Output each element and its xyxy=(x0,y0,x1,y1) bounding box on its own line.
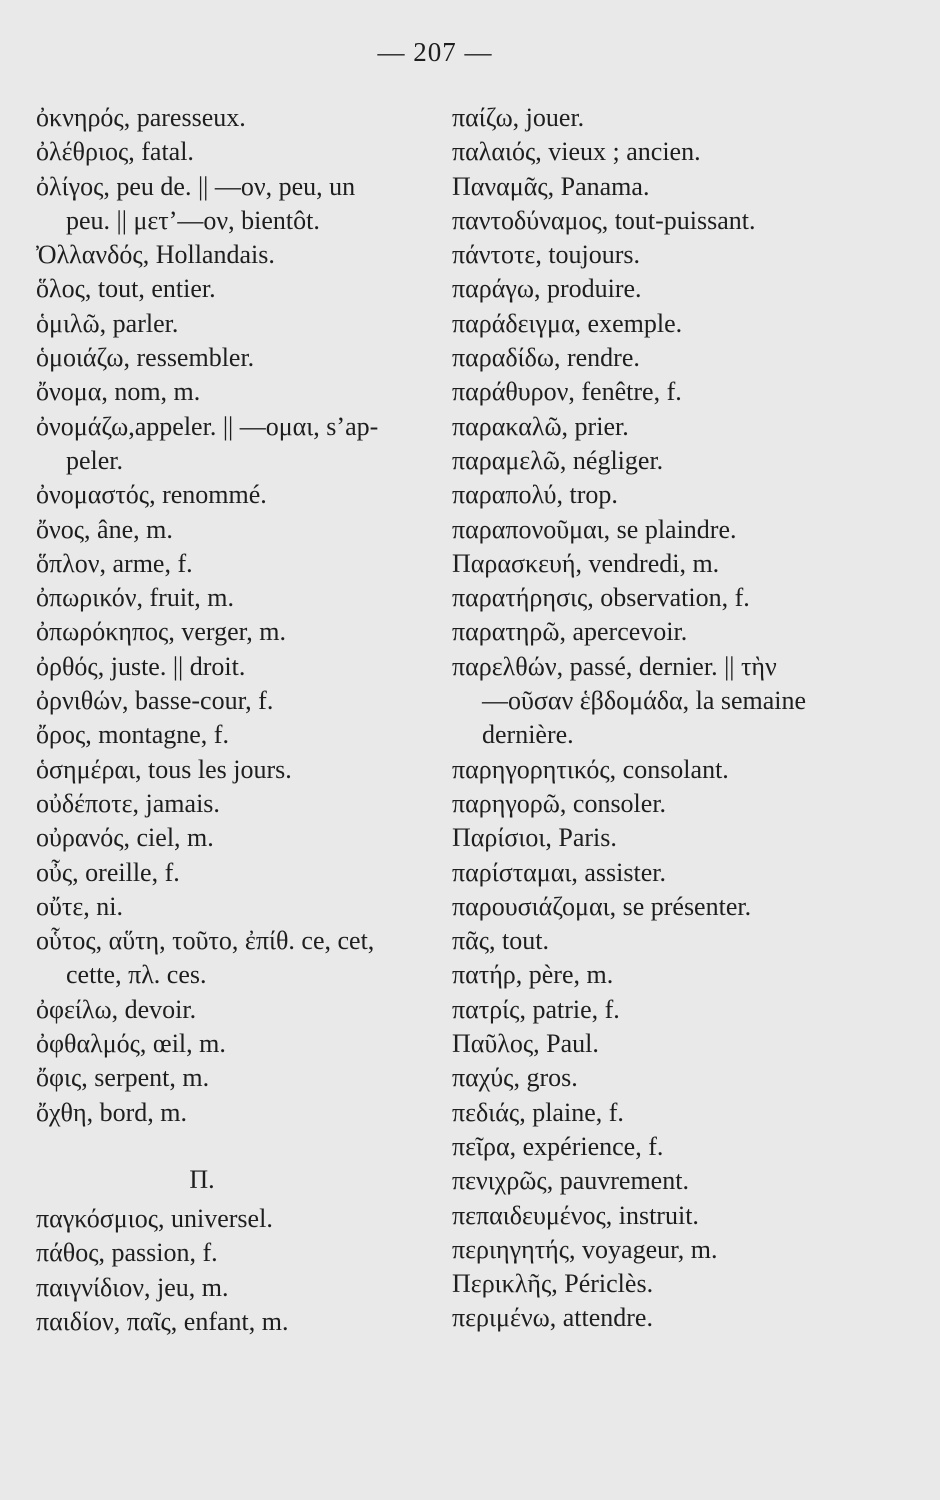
dictionary-entry: Παρίσιοι, Paris. xyxy=(452,823,617,853)
dictionary-entry: ὄνος, âne, m. xyxy=(36,514,173,544)
dictionary-entry: Περικλῆς, Périclès. xyxy=(452,1269,654,1299)
entry-continuation-line: dernière. xyxy=(482,720,574,750)
dictionary-entry: Παναμᾶς, Panama. xyxy=(452,171,650,201)
dictionary-entry: οὐρανός, ciel, m. xyxy=(36,823,214,853)
right-column xyxy=(452,101,852,1336)
dictionary-entry: πατήρ, père, m. xyxy=(452,960,614,990)
dictionary-entry: παχύς, gros. xyxy=(452,1063,578,1093)
left-entries-after-heading xyxy=(36,1202,428,1339)
dictionary-entry: ὅλος, tout, entier. xyxy=(36,274,216,304)
dictionary-entry: παρηγορητικός, consolant. xyxy=(452,754,729,784)
dictionary-entry: παρουσιάζομαι, se présenter. xyxy=(452,891,752,921)
dictionary-entry: παρατήρησις, observation, f. xyxy=(452,583,750,613)
dictionary-entry: παιγνίδιον, jeu, m. xyxy=(36,1272,229,1302)
dictionary-entry: περιηγητής, voyageur, m. xyxy=(452,1234,718,1264)
dictionary-entry: οὐδέποτε, jamais. xyxy=(36,788,220,818)
dictionary-entry: οὖς, oreille, f. xyxy=(36,857,180,887)
dictionary-entry: ὀνομάζω,appeler. || —ομαι, s’ap- xyxy=(36,411,379,441)
dictionary-entry: ὁμιλῶ, parler. xyxy=(36,308,179,338)
dictionary-entry: Ὀλλανδός, Hollandais. xyxy=(36,240,275,270)
left-column xyxy=(36,101,428,1339)
dictionary-entry: παρίσταμαι, assister. xyxy=(452,857,666,887)
dictionary-entry: πεῖρα, expérience, f. xyxy=(452,1131,664,1161)
dictionary-entry: παράδειγμα, exemple. xyxy=(452,308,683,338)
entry-continuation-line: peu. || μετ’—ον, bientôt. xyxy=(66,205,320,235)
dictionary-entry: πεδιάς, plaine, f. xyxy=(452,1097,624,1127)
dictionary-entry: παντοδύναμος, tout-puissant. xyxy=(452,205,756,235)
dictionary-entry: παραπολύ, trop. xyxy=(452,480,618,510)
dictionary-entry: παλαιός, vieux ; ancien. xyxy=(452,137,701,167)
dictionary-entry: ὀρνιθών, basse-cour, f. xyxy=(36,686,274,716)
dictionary-entry: παρηγορῶ, consoler. xyxy=(452,788,667,818)
dictionary-entry: παραμελῶ, négliger. xyxy=(452,445,664,475)
dictionary-entry: ὁμοιάζω, ressembler. xyxy=(36,343,255,373)
left-entries xyxy=(36,101,428,1130)
dictionary-entry: ὄρος, montagne, f. xyxy=(36,720,229,750)
dictionary-entry: παίζω, jouer. xyxy=(452,103,585,132)
page-number: — 207 — xyxy=(377,37,493,67)
dictionary-entry: πατρίς, patrie, f. xyxy=(452,994,620,1024)
dictionary-entry: παρελθών, passé, dernier. || τὴν xyxy=(452,651,777,681)
dictionary-entry: οὗτος, αὕτη, τοῦτο, ἐπίθ. ce, cet, xyxy=(36,926,375,956)
dictionary-entry: παιδίον, παῖς, enfant, m. xyxy=(36,1306,289,1336)
dictionary-entry: ὀφθαλμός, œil, m. xyxy=(36,1029,226,1059)
dictionary-entry: παρατηρῶ, apercevoir. xyxy=(452,617,688,647)
dictionary-entry: ὄχθη, bord, m. xyxy=(36,1097,187,1127)
dictionary-entry: παρακαλῶ, prier. xyxy=(452,411,629,441)
dictionary-entry: παγκόσμιος, universel. xyxy=(36,1203,273,1233)
dictionary-entry: ὀκνηρός, paresseux. xyxy=(36,103,246,132)
dictionary-entry: ὀλίγος, peu de. || —ον, peu, un xyxy=(36,171,356,201)
dictionary-entry: πάθος, passion, f. xyxy=(36,1238,218,1268)
dictionary-entry: Παῦλος, Paul. xyxy=(452,1029,599,1059)
dictionary-entry: ὀφείλω, devoir. xyxy=(36,994,197,1024)
dictionary-entry: πενιχρῶς, pauvrement. xyxy=(452,1166,689,1196)
dictionary-entry: ὄφις, serpent, m. xyxy=(36,1063,210,1093)
dictionary-entry: οὔτε, ni. xyxy=(36,891,123,921)
dictionary-entry: παράγω, produire. xyxy=(452,274,642,304)
dictionary-entry: ὁσημέραι, tous les jours. xyxy=(36,754,292,784)
dictionary-entry: ὀρθός, juste. || droit. xyxy=(36,651,246,681)
dictionary-entry: Παρασκευή, vendredi, m. xyxy=(452,548,720,578)
dictionary-entry: ὄνομα, nom, m. xyxy=(36,377,201,407)
entry-continuation-line: —οῦσαν ἑβδομάδα, la semaine xyxy=(482,686,807,716)
section-heading: Π. xyxy=(189,1164,215,1194)
dictionary-entry: ὀνομαστός, renommé. xyxy=(36,480,267,510)
dictionary-entry: ὀλέθριος, fatal. xyxy=(36,137,194,167)
dictionary-entry: πεπαιδευμένος, instruit. xyxy=(452,1200,699,1230)
dictionary-entry: πᾶς, tout. xyxy=(452,926,549,956)
dictionary-entry: ὅπλον, arme, f. xyxy=(36,548,193,578)
entry-continuation-line: peler. xyxy=(66,445,124,475)
right-entries xyxy=(452,101,852,1336)
dictionary-entry: ὀπωρικόν, fruit, m. xyxy=(36,583,234,613)
dictionary-entry: παραπονοῦμαι, se plaindre. xyxy=(452,514,737,544)
dictionary-entry: παραδίδω, rendre. xyxy=(452,343,640,373)
entry-continuation-line: cette, πλ. ces. xyxy=(66,960,207,990)
dictionary-entry: ὀπωρόκηπος, verger, m. xyxy=(36,617,286,647)
dictionary-entry: περιμένω, attendre. xyxy=(452,1303,653,1333)
dictionary-entry: παράθυρον, fenêtre, f. xyxy=(452,377,682,407)
dictionary-entry: πάντοτε, toujours. xyxy=(452,240,641,270)
